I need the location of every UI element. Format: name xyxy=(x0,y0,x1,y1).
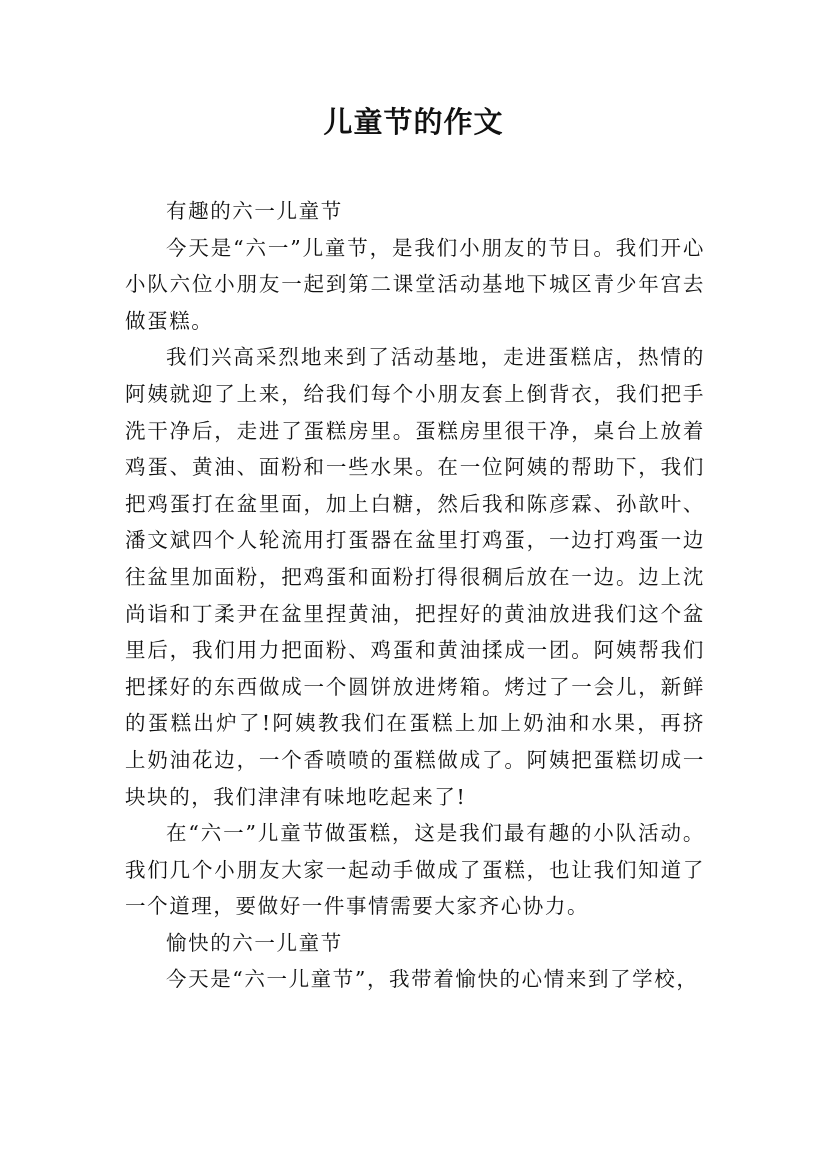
paragraph-heading-1: 有趣的六一儿童节 xyxy=(166,199,343,223)
document-body xyxy=(125,193,705,998)
paragraph-2: 我们兴高采烈地来到了活动基地，走进蛋糕店，热情的阿姨就迎了上来，给我们每个小朋友套上倒背衣，我们把手洗干净后，走进了蛋糕房里。蛋糕房里很干净，桌台上放着鸡蛋、黄油、面粉和一些水果。在一位阿姨的帮助下，我们把鸡蛋打在盆里面，加上白糖，然后我和陈彦霖、孙歆叶、潘文斌四个人轮流用打蛋器在盆里打鸡蛋，一边打鸡蛋一边往盆里加面粉，把鸡蛋和面粉打得很稠后放在一边。边上沈尚诣和丁柔尹在盆里捏黄油，把捏好的黄油放进我们这个盆里后，我们用力把面粉、鸡蛋和黄油揉成一团。阿姨帮我们把揉好的东西做成一个圆饼放进烤箱。烤过了一会儿，新鲜的蛋糕出炉了!阿姨教我们在蛋糕上加上奶油和水果，再挤上奶油花边，一个香喷喷的蛋糕做成了。阿姨把蛋糕切成一块块的，我们津津有味地吃起来了! xyxy=(125,345,705,809)
paragraph-heading-2: 愉快的六一儿童节 xyxy=(166,930,343,955)
paragraph-4: 今天是“六一儿童节”，我带着愉快的心情来到了学校， xyxy=(166,967,699,992)
paragraph-3: 在“六一”儿童节做蛋糕，这是我们最有趣的小队活动。我们几个小朋友大家一起动手做成了蛋糕，也让我们知道了一个道理，要做好一件事情需要大家齐心协力。 xyxy=(125,821,705,919)
document-title: 儿童节的作文 xyxy=(323,105,504,139)
paragraph-1: 今天是“六一”儿童节，是我们小朋友的节日。我们开心小队六位小朋友一起到第二课堂活动基地下城区青少年宫去做蛋糕。 xyxy=(125,235,705,333)
